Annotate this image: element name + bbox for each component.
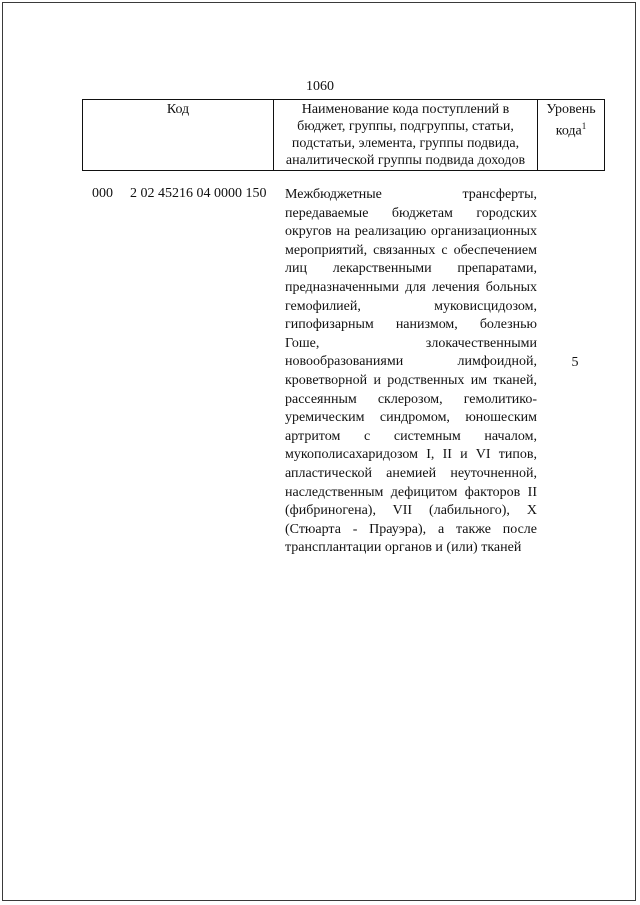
- table-header: [82, 99, 605, 171]
- header-level-footnote: 1: [581, 121, 587, 131]
- row-prefix: 000: [92, 186, 113, 201]
- header-level: Уровень кода: [546, 102, 596, 139]
- page-number: 1060: [306, 79, 334, 94]
- row-level: 5: [571, 355, 579, 370]
- row-name: Межбюджетные трансферты, передаваемые бюджетам городских округов на реализацию организационных мероприятий, связанных с обеспечением лиц лекарственными препаратами, предназначенными для лечения больных гемофилией, муковисцидозом, гипофизарным нанизмом, болезнью Гоше, злокачественными новообразованиями лимфоидной, кроветворной и родственных им тканей, рассеянным склерозом, гемолитико-уремическим синдромом, юношеским артритом с системным началом, мукополисахаридозом I, II и VI типов, апластической анемией неуточненной, наследственным дефицитом факторов II (фибриногена), VII (лабильного), X (Стюарта - Прауэра), а также после трансплантации органов и (или) тканей: [285, 187, 537, 556]
- header-name: Наименование кода поступлений в бюджет, группы, подгруппы, статьи, подстатьи, элемента, группы подвида, аналитической группы подвида доходов: [274, 100, 538, 171]
- header-code: Код: [83, 100, 274, 171]
- header-level-cell: [538, 100, 605, 171]
- row-code: 2 02 45216 04 0000 150: [130, 186, 267, 201]
- header-row: [83, 100, 605, 171]
